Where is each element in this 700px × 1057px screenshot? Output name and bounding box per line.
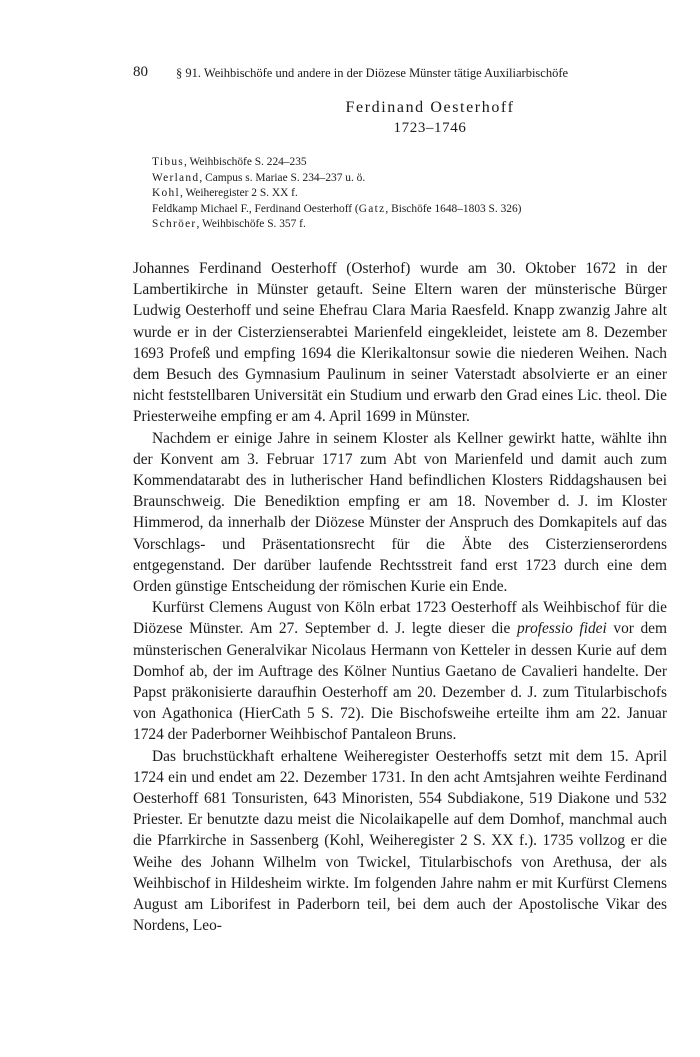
bibliography xyxy=(152,155,667,233)
bibliography-author: Werland xyxy=(152,171,200,184)
bibliography-author: Tibus xyxy=(152,156,185,168)
bibliography-entry xyxy=(152,202,667,218)
bibliography-ref: , Weihbischöfe S. 224–235 xyxy=(184,156,307,168)
bibliography-entry xyxy=(152,217,667,233)
bibliography-ref: , Weiheregister 2 S. XX f. xyxy=(179,187,298,200)
body-text xyxy=(133,258,667,937)
paragraph-4: Das bruchstückhaft erhaltene Weiheregister Oesterhoffs setzt mit dem 15. April 1724 ein und endet am 22. Dezember 1731. In den acht Amtsjahren weihte Ferdinand Oesterhoff 681 Tonsuristen, 643 Minoristen, 554 Subdiakone, 519 Diakone und 532 Priester. Er benutzte dazu meist die Nicolaikapelle auf dem Domhof, manchmal auch die Pfarrkirche in Sassenberg (Kohl, Weiheregister 2 S. XX f.). 1735 vollzog er die Weihe des Johann Wilhelm von Twickel, Titularbischofs von Arethusa, der als Weihbischof in Hildesheim wirkte. Im folgenden Jahre nahm er mit Kurfürst Clemens August am Liborifest in Paderborn teil, bei dem auch der Apostolische Vikar des Nordens, Leo- xyxy=(133,747,667,935)
bishop-name: Ferdinand Oesterhoff xyxy=(345,99,515,116)
section-heading: § 91. Weihbischöfe und andere in der Diözese Münster tätige Auxiliarbischöfe xyxy=(176,66,569,80)
paragraph-2: Nachdem er einige Jahre in seinem Kloster als Kellner gewirkt hatte, wählte ihn der Konvent am 3. Februar 1717 zum Abt von Marienfeld und damit auch zum Kommendatarabt des in lutherischer Hand befindlichen Klosters Riddagshausen bei Braunschweig. Die Benediktion empfing er am 18. November d. J. im Kloster Himmerod, da innerhalb der Diözese Münster der Anspruch des Domkapitels auf das Vorschlags- und Präsentationsrecht für die Äbte des Cisterzienserordens entgegenstand. Der darüber laufende Rechtsstreit fand erst 1723 durch eine dem Orden günstige Entscheidung der römischen Kurie ein Ende. xyxy=(133,429,667,596)
bibliography-entry xyxy=(152,171,667,187)
latin-term: professio fidei xyxy=(516,620,607,638)
tenure-years: 1723–1746 xyxy=(393,120,467,136)
paragraph-3-text-cont: vor dem münsterischen Generalvikar Nicolaus Hermann von Ketteler in dessen Kurie auf dem Domhof ab, der im Auftrage des Kölner Nuntius Gaetano de Cavalieri handelte. Der Papst präkonisierte daraufhin Oesterhoff am 20. Dezember d. J. zum Titularbischofs von Agathonica (HierCath 5 S. 72). Die Bischofsweihe erteilte ihm am 22. Januar 1724 der Paderborner Weihbischof Pantaleon Bruns. xyxy=(133,620,667,744)
paragraph-3 xyxy=(133,597,667,745)
bibliography-entry xyxy=(152,186,667,202)
paragraph-3-text: Kurfürst Clemens August von Köln erbat 1723 Oesterhoff als Weihbischof für die Diözese Münster. Am 27. September d. J. legte dieser die xyxy=(133,599,667,638)
bibliography-ref: Feldkamp Michael F., Ferdinand Oesterhoff ( xyxy=(152,202,359,215)
running-head xyxy=(133,62,667,82)
bibliography-ref: , Bischöfe 1648–1803 S. 326) xyxy=(385,202,522,215)
bibliography-ref: , Campus s. Mariae S. 234–237 u. ö. xyxy=(199,171,366,184)
paragraph-1: Johannes Ferdinand Oesterhoff (Osterhof) wurde am 30. Oktober 1672 in der Lambertikirche in Münster getauft. Seine Eltern waren der münsterische Bürger Ludwig Oesterhoff und seine Ehefrau Clara Maria Raesfeld. Knapp zwanzig Jahre alt wurde er in der Cisterzienserabtei Marienfeld eingekleidet, leistete am 8. Dezember 1693 Profeß und empfing 1694 die Klerikaltonsur sowie die niederen Weihen. Nach dem Besuch des Gymnasium Paulinum in seiner Vaterstadt absolvierte er an einer nicht feststellbaren Universität ein Studium und erwarb den Grad eines Lic. theol. Die Priesterweihe empfing er am 4. April 1699 in Münster. xyxy=(133,259,667,426)
bibliography-ref: , Weihbischöfe S. 357 f. xyxy=(196,218,306,231)
bibliography-author: Schröer xyxy=(152,218,197,231)
bibliography-author: Gatz xyxy=(358,202,386,215)
bibliography-entry xyxy=(152,155,667,171)
entry-title xyxy=(133,98,667,138)
page-number: 80 xyxy=(133,64,148,80)
bibliography-author: Kohl xyxy=(152,187,180,200)
book-page xyxy=(133,62,667,936)
